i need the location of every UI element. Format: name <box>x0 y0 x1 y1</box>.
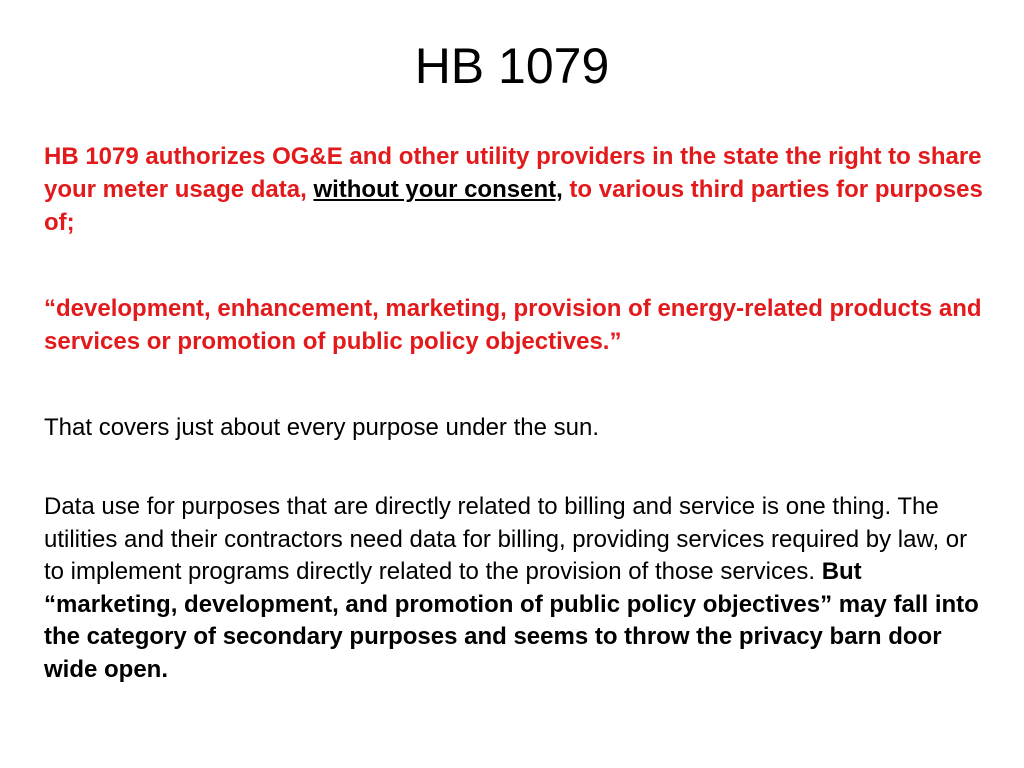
paragraph-authorization <box>44 140 984 239</box>
paragraph-explanation <box>44 491 984 686</box>
consent-emphasis: without your consent, <box>313 176 563 203</box>
paragraph-comment: That covers just about every purpose under the sun. <box>44 414 599 441</box>
paragraph-quote: “development, enhancement, marketing, provision of energy-related products and services or promotion of public policy objectives.” <box>44 295 982 355</box>
paragraph-authorization-text-a: HB 1079 authorizes OG&E and other utility providers in the state the right to share your meter usage data, <box>44 143 982 203</box>
paragraph-authorization-text-b: to various third parties for purposes of; <box>44 176 983 236</box>
slide-title: HB 1079 <box>414 38 610 94</box>
slide-body <box>44 140 984 686</box>
paragraph-explanation-bold: But “marketing, development, and promotion of public policy objectives” may fall into the category of secondary purposes and seems to throw the privacy barn door wide open. <box>44 558 979 683</box>
paragraph-explanation-plain: Data use for purposes that are directly related to billing and service is one thing. The utilities and their contractors need data for billing, providing services required by law, or to implement programs directly related to the provision of those services. <box>44 493 968 585</box>
